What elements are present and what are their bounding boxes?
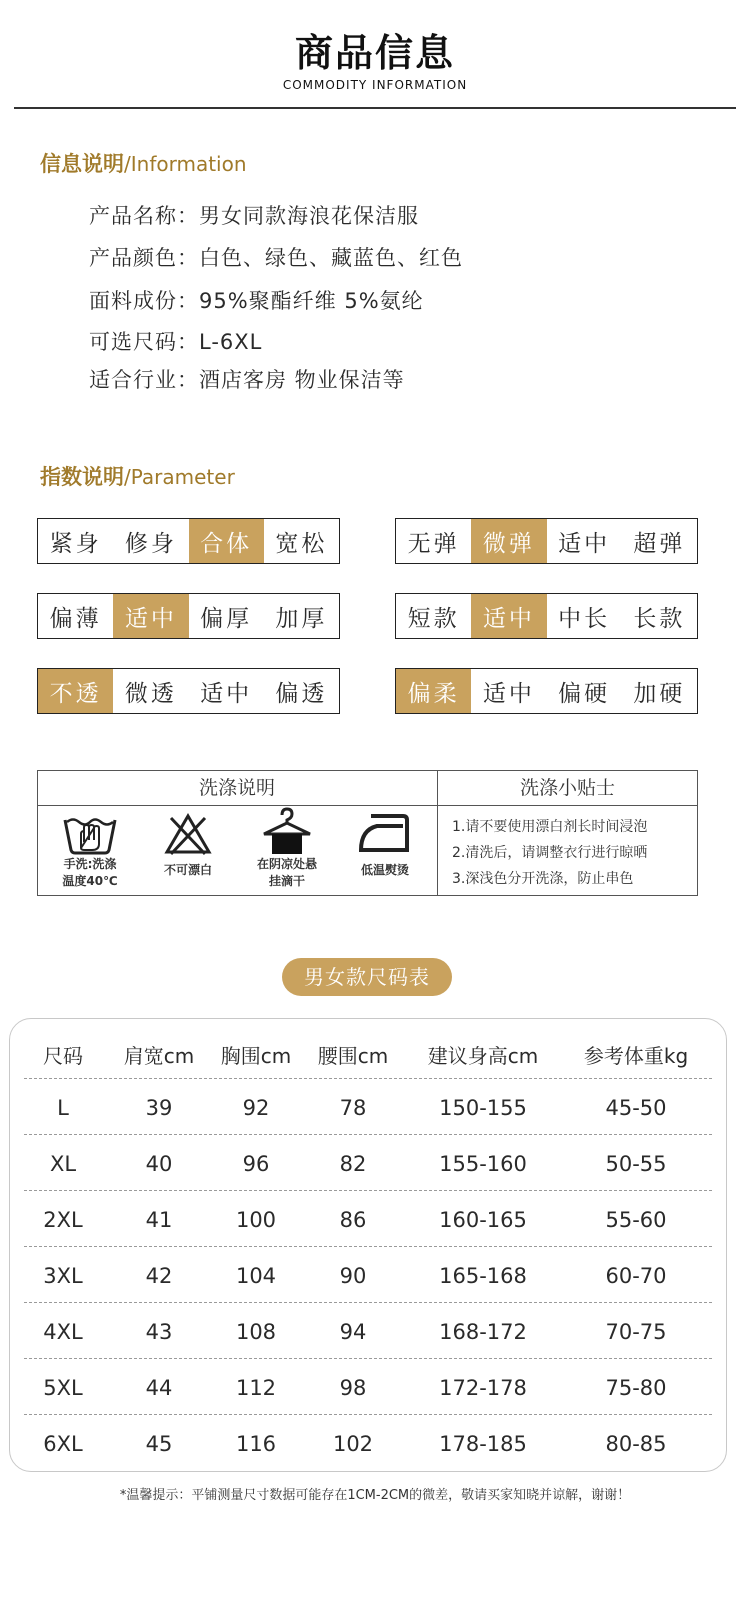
size-table-cell: 44 — [145, 1376, 173, 1400]
param-option: 宽松 — [275, 530, 328, 557]
wash-label: 在阴凉处悬 — [256, 857, 317, 871]
size-table-cell: 43 — [145, 1320, 173, 1344]
param-option: 紧身 — [49, 530, 102, 557]
wash-tip: 1.请不要使用漂白剂长时间浸泡 — [452, 819, 648, 835]
size-table-header: 胸围cm — [220, 1044, 292, 1068]
info-row-color: 产品颜色：白色、绿色、藏蓝色、红色 — [89, 246, 463, 270]
header-divider — [14, 107, 736, 109]
page-subtitle: COMMODITY INFORMATION — [282, 78, 468, 92]
hand-wash-icon — [61, 812, 119, 856]
low-iron-icon — [355, 812, 415, 856]
size-table-cell: 178-185 — [439, 1432, 527, 1456]
size-table-header: 参考体重kg — [583, 1044, 689, 1068]
size-table-cell: 168-172 — [439, 1320, 527, 1344]
wash-tip: 2.清洗后，请调整衣行进行晾晒 — [452, 845, 648, 861]
size-table-cell: 3XL — [43, 1264, 83, 1288]
size-table-cell: L — [57, 1096, 69, 1120]
param-box-softness — [395, 668, 698, 714]
size-table-cell: 41 — [145, 1208, 173, 1232]
wash-label: 挂滴干 — [268, 874, 305, 888]
size-table-cell: 112 — [235, 1376, 277, 1400]
size-table-cell: 5XL — [43, 1376, 83, 1400]
param-heading-cn: 指数说明 — [40, 465, 124, 489]
param-option: 偏柔 — [396, 669, 471, 713]
info-heading-en: /Information — [124, 152, 247, 176]
wash-item-hang-dry — [247, 806, 327, 890]
size-table-cell: 86 — [339, 1208, 367, 1232]
wash-item-no-bleach — [148, 812, 228, 879]
size-table-cell: 94 — [339, 1320, 367, 1344]
param-heading-en: /Parameter — [124, 465, 235, 489]
info-row-size: 可选尺码：L-6XL — [89, 330, 263, 354]
info-heading — [40, 148, 247, 178]
param-box-thickness — [37, 593, 340, 639]
size-table-cell: 104 — [235, 1264, 277, 1288]
size-table-cell: 45 — [145, 1432, 173, 1456]
wash-tip: 3.深浅色分开洗涤，防止串色 — [452, 871, 634, 887]
size-table-header: 尺码 — [43, 1044, 83, 1068]
wash-label: 不可漂白 — [163, 863, 212, 877]
info-row-fabric: 面料成份：95%聚酯纤维 5%氨纶 — [89, 289, 424, 313]
page-title: 商品信息 — [294, 31, 455, 75]
size-table-cell: 75-80 — [605, 1376, 667, 1400]
size-table-cell: 155-160 — [439, 1152, 527, 1176]
param-option: 适中 — [482, 680, 535, 707]
size-table-cell: 150-155 — [439, 1096, 527, 1120]
size-table-cell: 6XL — [43, 1432, 83, 1456]
wash-label: 温度40℃ — [62, 874, 118, 888]
size-table-cell: 40 — [145, 1152, 173, 1176]
size-table-card — [9, 1018, 727, 1472]
size-table-cell: 78 — [339, 1096, 367, 1120]
size-table-cell: 60-70 — [605, 1264, 667, 1288]
hang-dry-icon — [260, 806, 314, 856]
param-option: 中长 — [558, 605, 611, 632]
param-option: 偏厚 — [200, 605, 253, 632]
param-option: 合体 — [189, 519, 264, 563]
size-table-cell: 92 — [242, 1096, 270, 1120]
size-table-cell: 116 — [235, 1432, 277, 1456]
param-option: 加厚 — [275, 605, 328, 632]
size-table-cell: 50-55 — [605, 1152, 667, 1176]
wash-item-low-iron — [345, 812, 425, 879]
param-box-length — [395, 593, 698, 639]
param-option: 无弹 — [407, 530, 460, 557]
wash-item-hand — [50, 812, 130, 890]
wash-left-title: 洗涤说明 — [198, 777, 275, 799]
size-table-cell: 160-165 — [439, 1208, 527, 1232]
wash-divider-horizontal — [37, 805, 698, 806]
size-table-cell: 90 — [339, 1264, 367, 1288]
size-table-cell: 45-50 — [605, 1096, 667, 1120]
param-option: 偏透 — [275, 680, 328, 707]
size-table-cell: 100 — [235, 1208, 277, 1232]
param-option: 偏硬 — [558, 680, 611, 707]
wash-right-title: 洗涤小贴士 — [519, 777, 615, 799]
param-option: 加硬 — [633, 680, 686, 707]
param-box-transparency — [37, 668, 340, 714]
wash-label: 低温熨烫 — [360, 863, 409, 877]
size-table-cell: 98 — [339, 1376, 367, 1400]
param-option: 适中 — [471, 594, 546, 638]
no-bleach-icon — [163, 812, 213, 856]
size-table-cell: 55-60 — [605, 1208, 667, 1232]
size-table-cell: 82 — [339, 1152, 367, 1176]
info-row-name: 产品名称：男女同款海浪花保洁服 — [89, 204, 419, 228]
size-table-cell: 42 — [145, 1264, 173, 1288]
param-heading — [40, 461, 235, 491]
param-option: 偏薄 — [49, 605, 102, 632]
size-table-cell: 102 — [332, 1432, 374, 1456]
size-table-cell: 70-75 — [605, 1320, 667, 1344]
size-table-cell: 96 — [242, 1152, 270, 1176]
size-table-cell: 39 — [145, 1096, 173, 1120]
size-table-title: 男女款尺码表 — [282, 958, 452, 996]
size-table-header: 建议身高cm — [427, 1044, 539, 1068]
param-box-stretch — [395, 518, 698, 564]
param-option: 超弹 — [633, 530, 686, 557]
size-table-cell: 165-168 — [439, 1264, 527, 1288]
wash-label: 手洗:洗涤 — [63, 857, 117, 871]
param-box-fit — [37, 518, 340, 564]
size-table-cell: XL — [49, 1152, 77, 1176]
param-option: 微弹 — [471, 519, 546, 563]
info-heading-cn: 信息说明 — [40, 152, 124, 176]
param-option: 适中 — [200, 680, 253, 707]
size-table-cell: 2XL — [43, 1208, 83, 1232]
info-row-industry: 适合行业：酒店客房 物业保洁等 — [89, 368, 405, 392]
param-option: 适中 — [113, 594, 188, 638]
param-option: 微透 — [124, 680, 177, 707]
footer-note: *温馨提示：平铺测量尺寸数据可能存在1CM-2CM的微差，敬请买家知晓并谅解，谢谢！ — [119, 1488, 631, 1503]
size-table-header: 腰围cm — [317, 1044, 389, 1068]
param-option: 修身 — [124, 530, 177, 557]
size-table-cell: 108 — [235, 1320, 277, 1344]
param-option: 适中 — [558, 530, 611, 557]
size-table-cell: 80-85 — [605, 1432, 667, 1456]
param-option: 长款 — [633, 605, 686, 632]
size-table-cell: 4XL — [43, 1320, 83, 1344]
param-option: 不透 — [38, 669, 113, 713]
size-table-cell: 172-178 — [439, 1376, 527, 1400]
size-table-header: 肩宽cm — [123, 1044, 195, 1068]
param-option: 短款 — [407, 605, 460, 632]
